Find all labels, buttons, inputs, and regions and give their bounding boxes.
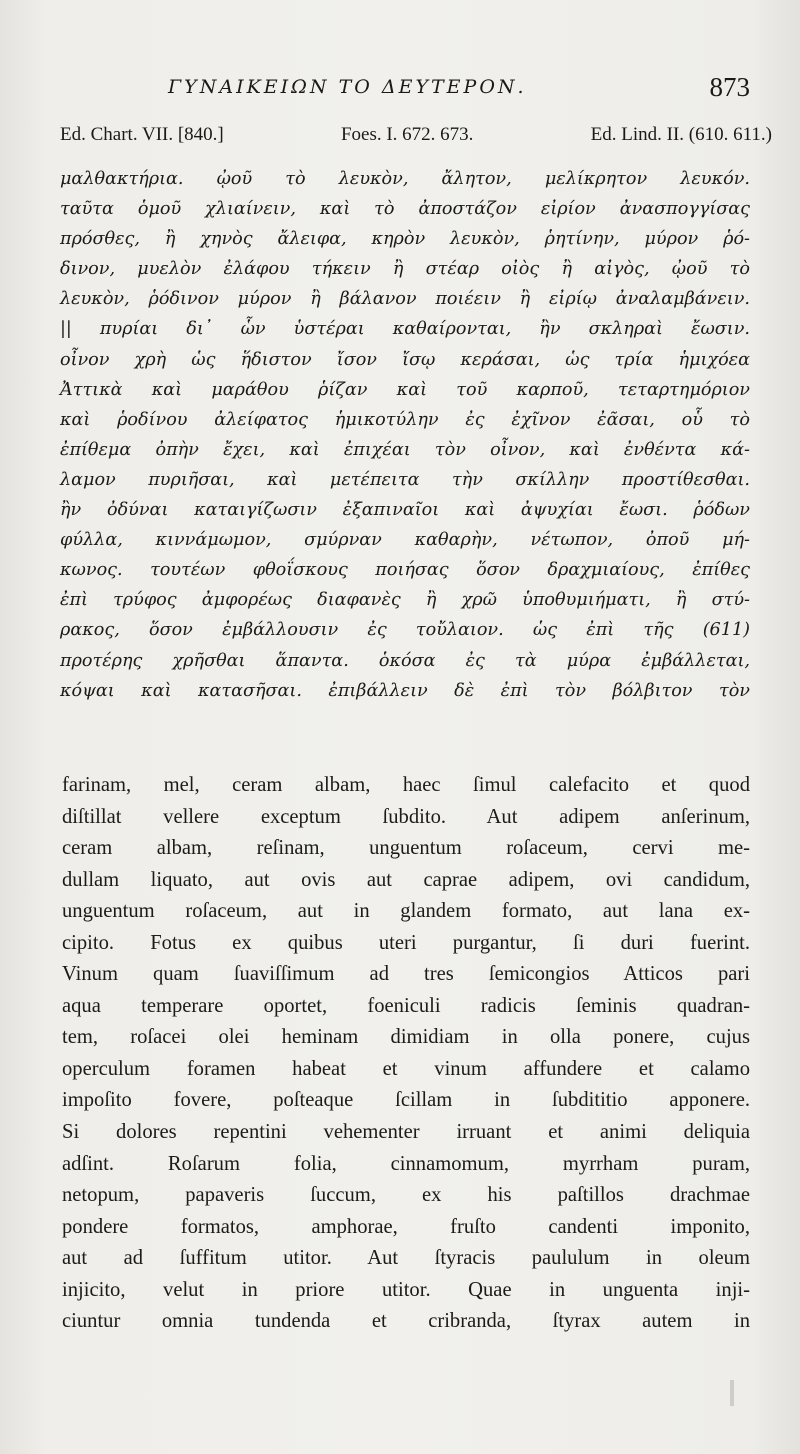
greek-line: οἶνον χρὴ ὡς ἥδιστον ἴσον ἴσῳ κεράσαι, ὡς τρία ἡμιχόεα [60, 349, 750, 370]
greek-line: ταῦτα ὁμοῦ χλιαίνειν, καὶ τὸ ἀποστάζον εἰρίον ἀνασπογγίσας [60, 199, 750, 220]
greek-line: φύλλα, κιννάμωμον, σμύρναν καθαρὴν, νέτωπον, ὀποῦ μή- [60, 530, 750, 551]
latin-line: aqua temperare oportet, foeniculi radicis ſeminis quadran- [62, 994, 750, 1017]
greek-text-block [60, 164, 750, 706]
latin-line: injicito, velut in priore utitor. Quae in unguenta inji- [62, 1278, 750, 1301]
foes-edition-ref: Foes. I. 672. 673. [340, 124, 474, 145]
running-title: ΓΥΝΑΙΚΕΙΩΝ ΤΟ ΔΕΥΤΕΡΟΝ. [168, 76, 527, 98]
latin-line: pondere formatos, amphorae, fruſto candenti imponito, [62, 1215, 750, 1238]
latin-line: Si dolores repentini vehementer irruant et animi deliquia [62, 1121, 750, 1144]
chart-edition-ref: Ed. Chart. VII. [840.] [60, 124, 224, 145]
lind-edition-ref: Ed. Lind. II. (610. 611.) [590, 124, 772, 145]
greek-line: πρόσθες, ἢ χηνὸς ἄλειφα, κηρὸν λευκὸν, ῥητίνην, μύρον ῥό- [60, 229, 750, 250]
latin-line: Vinum quam ſuaviſſimum ad tres ſemicongios Atticos pari [62, 963, 750, 986]
latin-text-block [62, 770, 750, 1338]
latin-line: adſint. Roſarum folia, cinnamomum, myrrham puram, [62, 1152, 750, 1175]
greek-line: μαλθακτήρια. ᾠοῦ τὸ λευκὸν, ἄλητον, μελίκρητον λευκόν. [60, 169, 750, 189]
greek-line: || πυρίαι δι᾽ ὧν ὑστέραι καθαίρονται, ἢν σκληραὶ ἔωσιν. [60, 319, 750, 340]
latin-line: ceram albam, reſinam, unguentum roſaceum, cervi me- [62, 837, 750, 860]
latin-line: impoſito fovere, poſteaque ſcillam in ſubdititio apponere. [62, 1089, 750, 1112]
greek-line: Ἀττικὰ καὶ μαράθου ῥίζαν καὶ τοῦ καρποῦ, τεταρτημόριον [60, 379, 750, 400]
latin-line: unguentum roſaceum, aut in glandem formato, aut lana ex- [62, 900, 750, 923]
page-header [60, 72, 772, 116]
edition-references [60, 124, 772, 146]
latin-line: tem, roſacei olei heminam dimidiam in olla ponere, cujus [62, 1026, 750, 1049]
latin-line: aut ad ſuffitum utitor. Aut ſtyracis paululum in oleum [62, 1247, 750, 1270]
latin-line: dullam liquato, aut ovis aut caprae adipem, ovi candidum, [62, 868, 750, 891]
latin-line: operculum foramen habeat et vinum affundere et calamo [62, 1057, 750, 1080]
greek-line: λαμον πυριῆσαι, καὶ μετέπειτα τὴν σκίλλην προστίθεσθαι. [60, 469, 750, 490]
greek-line: κωνος. τουτέων φθοΐσκους ποιήσας ὅσον δραχμιαίους, ἐπίθες [60, 560, 750, 581]
page-number: 873 [709, 72, 750, 102]
greek-line: ἢν ὀδύναι καταιγίζωσιν ἐξαπιναῖοι καὶ ἀψυχίαι ἔωσι. ῥόδων [60, 500, 750, 521]
latin-line: netopum, papaveris ſuccum, ex his paſtillos drachmae [62, 1184, 750, 1207]
greek-line: ἐπὶ τρύφος ἀμφορέως διαφανὲς ἢ χρῶ ὑποθυμιήματι, ἢ στύ- [60, 590, 750, 611]
latin-line: ciuntur omnia tundenda et cribranda, ſtyrax autem in [62, 1310, 750, 1333]
greek-line: ρακος, ὅσον ἐμβάλλουσιν ἐς τοὔλαιον. ὡς ἐπὶ τῆς (611) [60, 620, 750, 641]
greek-line: ἐπίθεμα ὀπὴν ἔχει, καὶ ἐπιχέαι τὸν οἶνον, καὶ ἐνθέντα κά- [60, 439, 750, 460]
greek-line: λευκὸν, ῥόδινον μύρον ἢ βάλανον ποιέειν ἢ εἰρίῳ ἀναλαμβάνειν. [60, 289, 750, 310]
paper-mark [730, 1380, 734, 1406]
greek-line: κόψαι καὶ κατασῆσαι. ἐπιβάλλειν δὲ ἐπὶ τὸν βόλβιτον τὸν [60, 680, 750, 701]
latin-line: cipito. Fotus ex quibus uteri purgantur, ſi duri fuerint. [62, 931, 750, 954]
latin-line: farinam, mel, ceram albam, haec ſimul calefacito et quod [62, 774, 750, 796]
greek-line: προτέρης χρῆσθαι ἅπαντα. ὁκόσα ἐς τὰ μύρα ἐμβάλλεται, [60, 650, 750, 671]
latin-line: diſtillat vellere exceptum ſubdito. Aut adipem anſerinum, [62, 805, 750, 828]
greek-line: δινον, μυελὸν ἐλάφου τήκειν ἢ στέαρ οἰὸς ἢ αἰγὸς, ᾠοῦ τὸ [60, 259, 750, 280]
greek-line: καὶ ῥοδίνου ἀλείφατος ἡμικοτύλην ἐς ἐχῖνον ἐᾶσαι, οὗ τὸ [60, 409, 750, 430]
